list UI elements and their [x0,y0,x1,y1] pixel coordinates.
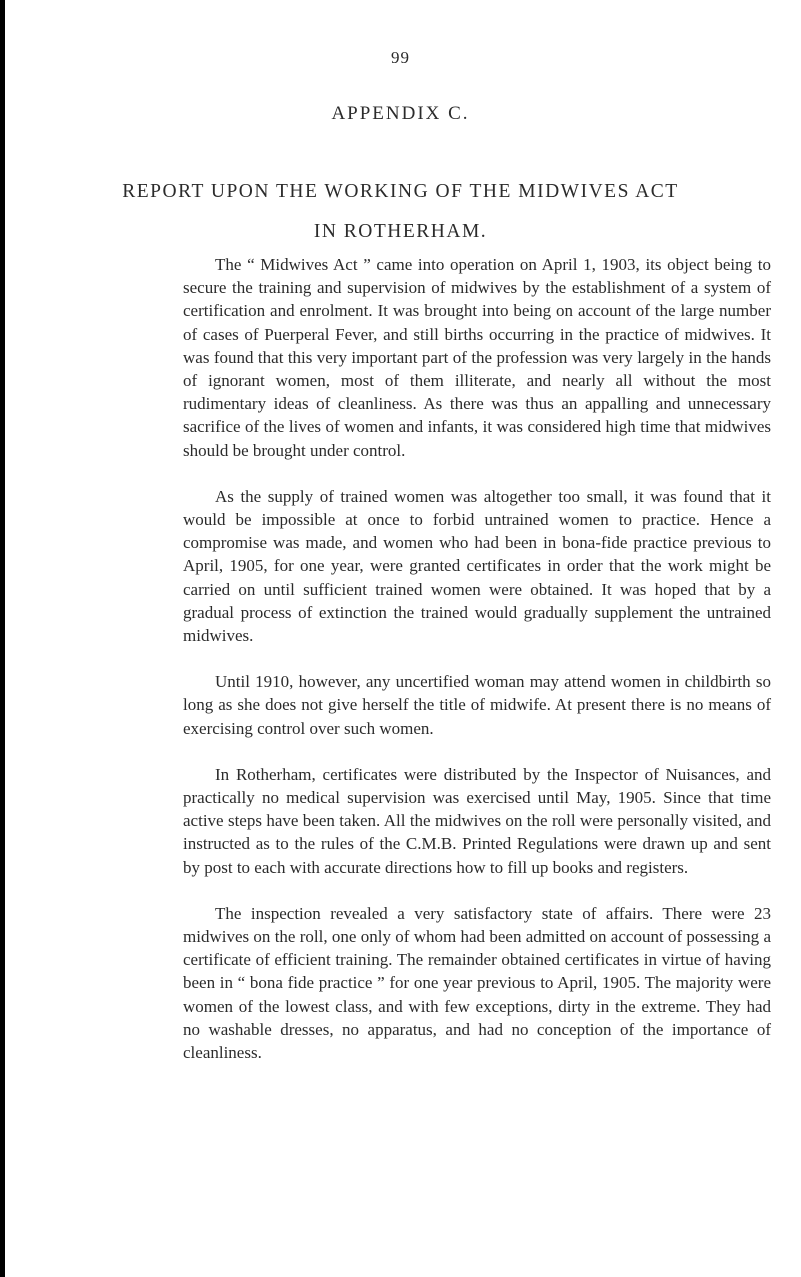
report-title [0,172,801,252]
paragraph: The inspection revealed a very satisfactory state of affairs. There were 23 midwives on the roll, one only of whom had been admitted on account of possessing a certificate of efficient training. The remainder obtained certificates in virtue of having been in “ bona fide practice ” for one year previous to April, 1905. The majority were women of the lowest class, and with few exceptions, dirty in the extreme. They had no washable dresses, no apparatus, and had no conception of the importance of cleanliness. [183,903,771,1063]
paragraph: The “ Midwives Act ” came into operation on April 1, 1903, its object being to secure the training and supervision of midwives by the establishment of a system of certification and enrolment. It was brought into being on account of the large number of cases of Puerperal Fever, and still births occurring in the practice of midwives. It was found that this very important part of the profession was very largely in the hands of ignorant women, most of them illiterate, and nearly all without the most rudimentary ideas of cleanliness. As there was thus an appalling and unnecessary sacrifice of the lives of women and infants, it was considered high time that midwives should be brought under control. [183,255,771,460]
paragraph: Until 1910, however, any uncertified woman may attend women in childbirth so long as she does not give herself the title of midwife. At present there is no means of exercising control over such women. [183,672,771,738]
paragraph: As the supply of trained women was altogether too small, it was found that it would be impossible at once to forbid untrained women to practice. Hence a compromise was made, and women who had been in bona-fide practice previous to April, 1905, for one year, were granted certificates in order that the work might be carried on until sufficient trained women were obtained. It was hoped that by a gradual process of extinction the trained would gradually supplement the untrained midwives. [183,486,771,646]
report-body [183,253,771,1087]
report-title-line-1: REPORT UPON THE WORKING OF THE MIDWIVES ACT [122,181,679,202]
report-title-line-2: IN ROTHERHAM. [313,221,488,242]
paragraph: In Rotherham, certificates were distributed by the Inspector of Nuisances, and practically no medical supervision was exercised until May, 1905. Since that time active steps have been taken. All the midwives on the roll were personally visited, and instructed as to the rules of the C.M.B. Printed Regulations were drawn up and sent by post to each with accurate directions how to fill up books and registers. [183,764,771,877]
page-number: 99 [391,48,410,67]
appendix-heading: APPENDIX C. [331,103,470,124]
